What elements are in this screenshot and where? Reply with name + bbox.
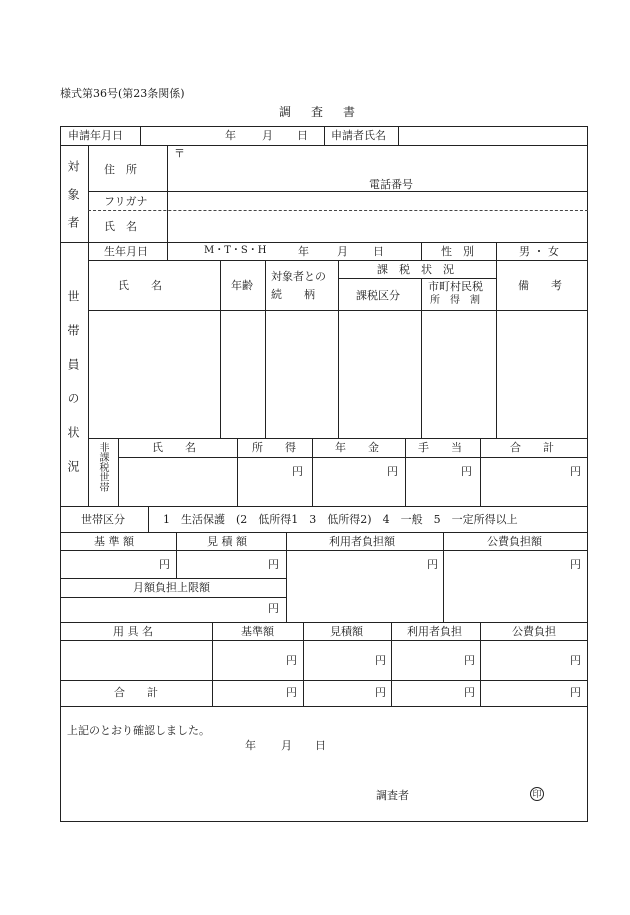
non-taxable-label: 非課税世帯 xyxy=(97,442,108,492)
application-date-day: 日 xyxy=(297,129,308,142)
cost-base-label: 基 準 額 xyxy=(94,535,134,548)
household-section-label: 世帯員の状況 xyxy=(66,290,80,494)
tools-total-unit-user: 円 xyxy=(464,686,475,699)
tools-row-unit-base: 円 xyxy=(286,654,297,667)
tools-total-unit-base: 円 xyxy=(286,686,297,699)
cost-user-burden-label: 利用者負担額 xyxy=(329,535,395,548)
household-col-municipal-tax-1: 市町村民税 xyxy=(428,280,483,293)
postal-mark: 〒 xyxy=(174,147,185,160)
birth-day: 日 xyxy=(373,245,384,258)
tools-col-base: 基準額 xyxy=(241,625,274,638)
page-title: 調 査 書 xyxy=(279,105,360,119)
form-number: 様式第36号(第23条関係) xyxy=(60,87,185,100)
birthdate-label: 生年月日 xyxy=(104,245,148,258)
tools-total-label: 合 計 xyxy=(114,686,158,699)
furigana-field[interactable] xyxy=(169,192,586,209)
cost-base-unit: 円 xyxy=(159,558,170,571)
non-taxable-col-pension: 年 金 xyxy=(335,441,379,454)
confirm-day: 日 xyxy=(315,739,326,752)
address-field[interactable] xyxy=(169,146,586,190)
tools-col-public-burden: 公費負担 xyxy=(512,625,556,638)
household-col-relation-2: 続 柄 xyxy=(271,288,315,301)
confirm-year: 年 xyxy=(245,739,256,752)
cost-estimate-label: 見 積 額 xyxy=(207,535,247,548)
non-taxable-col-total: 合 計 xyxy=(510,441,554,454)
tools-row-unit-estimate: 円 xyxy=(375,654,386,667)
household-col-relation-1: 対象者との xyxy=(271,270,326,283)
birth-year: 年 xyxy=(298,245,309,258)
furigana-label: フリガナ xyxy=(104,195,148,208)
household-col-tax-status: 課 税 状 況 xyxy=(377,263,454,276)
cost-user-burden-unit: 円 xyxy=(427,558,438,571)
non-taxable-unit-income: 円 xyxy=(292,465,303,478)
household-col-municipal-tax-2: 所 得 割 xyxy=(430,295,480,306)
name-field[interactable] xyxy=(169,212,586,241)
cost-estimate-unit: 円 xyxy=(268,558,279,571)
sex-options[interactable]: 男 ・ 女 xyxy=(519,245,559,258)
non-taxable-unit-total: 円 xyxy=(570,465,581,478)
tools-row-unit-public: 円 xyxy=(570,654,581,667)
subject-section-label: 対象者 xyxy=(66,160,80,244)
address-label: 住 所 xyxy=(104,163,137,176)
non-taxable-col-income: 所 得 xyxy=(252,441,296,454)
cost-public-burden-unit: 円 xyxy=(570,558,581,571)
sex-label: 性 別 xyxy=(441,245,474,258)
application-date-label: 申請年月日 xyxy=(68,129,123,142)
cost-public-burden-label: 公費負担額 xyxy=(487,535,542,548)
application-date-year: 年 xyxy=(225,129,236,142)
non-taxable-col-allowance: 手 当 xyxy=(418,441,462,454)
phone-label: 電話番号 xyxy=(369,178,413,191)
tools-col-estimate: 見積額 xyxy=(330,625,363,638)
monthly-limit-label: 月額負担上限額 xyxy=(133,581,210,594)
birthdate-field[interactable] xyxy=(169,243,420,259)
monthly-limit-unit: 円 xyxy=(268,602,279,615)
confirm-text: 上記のとおり確認しました。 xyxy=(67,724,210,737)
confirm-month: 月 xyxy=(281,739,292,752)
household-entry-area[interactable] xyxy=(90,312,586,436)
non-taxable-unit-pension: 円 xyxy=(387,465,398,478)
household-class-options[interactable]: 1 生活保護 (2 低所得1 3 低所得2) 4 一般 5 一定所得以上 xyxy=(163,513,518,526)
tools-total-unit-estimate: 円 xyxy=(375,686,386,699)
seal-mark: 印 xyxy=(530,787,544,801)
applicant-name-field[interactable] xyxy=(400,127,586,144)
name-label: 氏 名 xyxy=(104,220,137,233)
non-taxable-unit-allowance: 円 xyxy=(461,465,472,478)
birth-month: 月 xyxy=(337,245,348,258)
investigator-label: 調査者 xyxy=(376,789,409,802)
household-col-remarks: 備 考 xyxy=(518,279,562,292)
birthdate-eras: M・T・S・H xyxy=(204,245,267,256)
tools-col-user-burden: 利用者負担 xyxy=(407,625,462,638)
household-col-name: 氏 名 xyxy=(118,279,162,292)
application-date-month: 月 xyxy=(262,129,273,142)
non-taxable-col-name: 氏 名 xyxy=(152,441,196,454)
tools-row-unit-user: 円 xyxy=(464,654,475,667)
household-col-age: 年齢 xyxy=(231,279,253,292)
application-date-field[interactable] xyxy=(142,127,323,144)
tools-col-name: 用 具 名 xyxy=(113,625,153,638)
tools-total-unit-public: 円 xyxy=(570,686,581,699)
household-col-tax-class: 課税区分 xyxy=(356,289,400,302)
household-class-label: 世帯区分 xyxy=(81,513,125,526)
applicant-name-label: 申請者氏名 xyxy=(331,129,386,142)
